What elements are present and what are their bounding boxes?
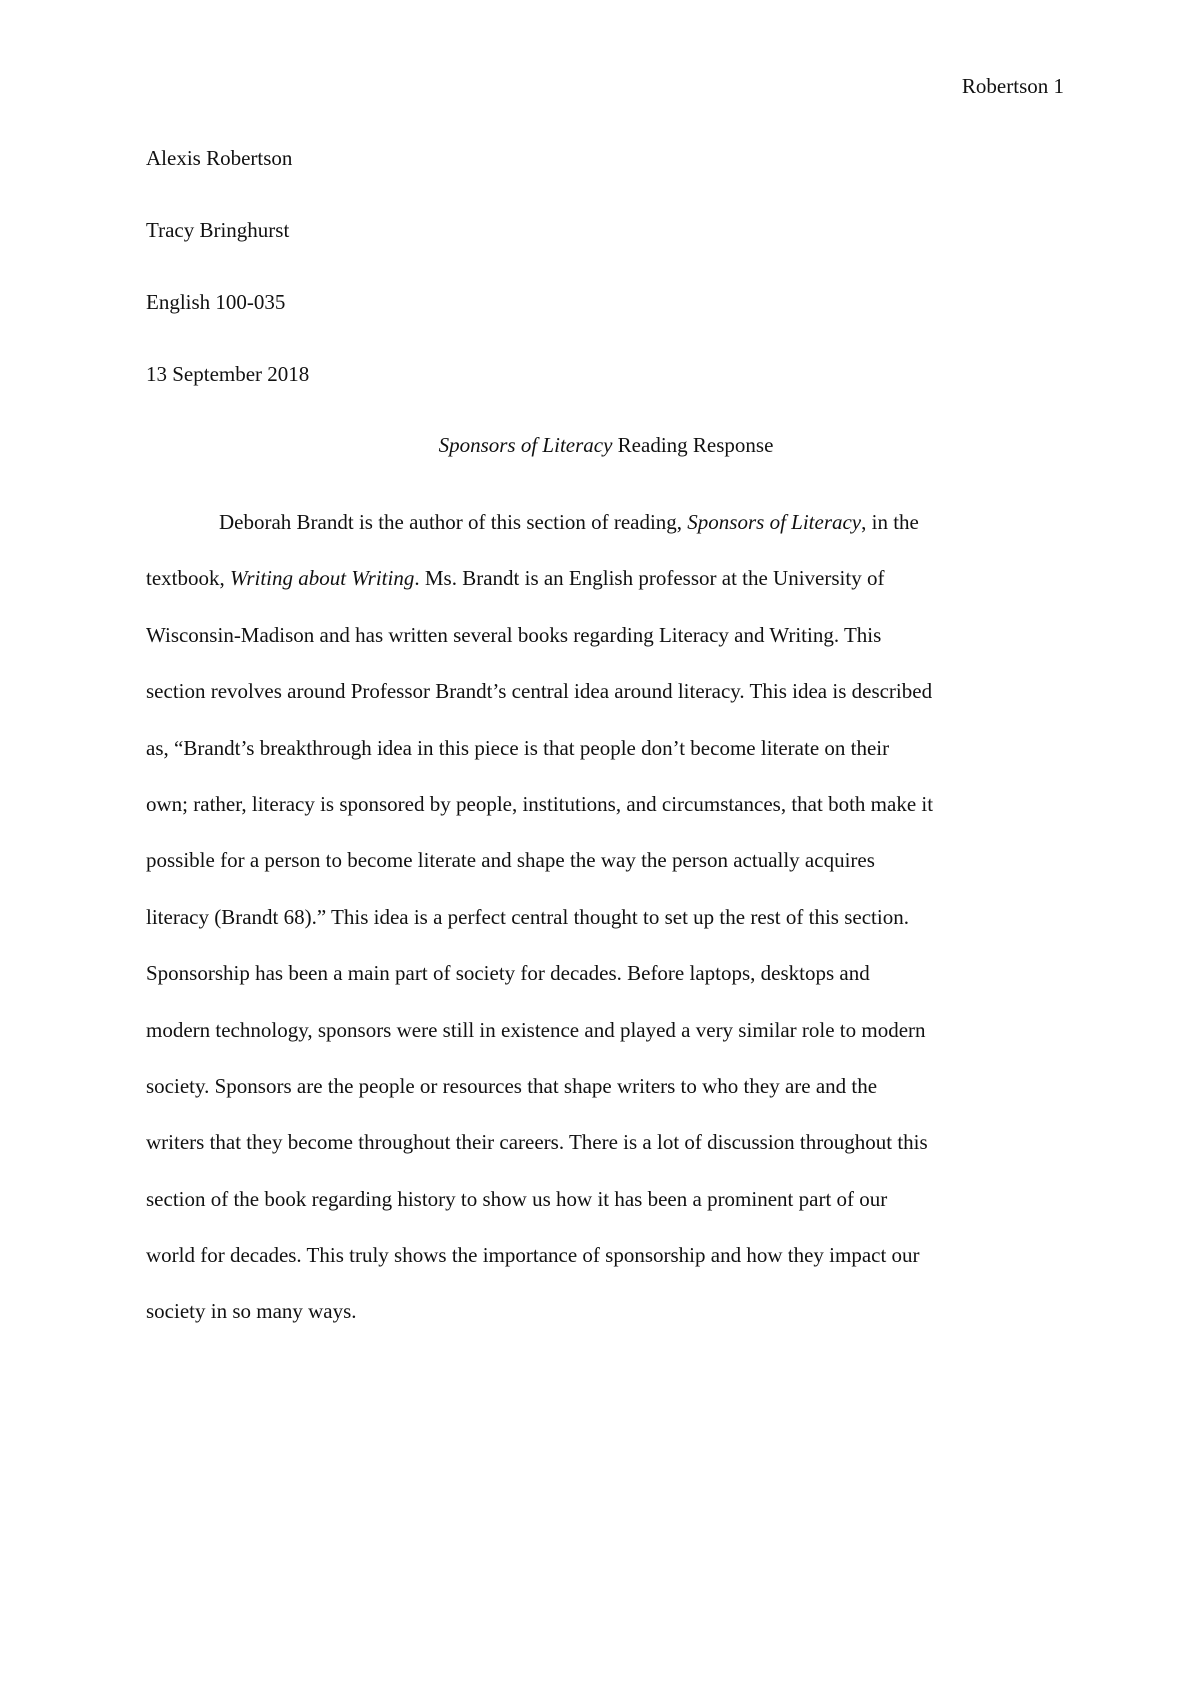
body-line: world for decades. This truly shows the importance of sponsorship and how they impact our — [146, 1243, 920, 1268]
body-line — [146, 507, 1066, 563]
student-name: Alexis Robertson — [146, 146, 293, 170]
mla-heading — [146, 143, 1066, 431]
title-italic-part: Sponsors of Literacy — [438, 433, 613, 457]
body-line: Wisconsin-Madison and has written several books regarding Literacy and Writing. This — [146, 622, 882, 647]
body-line: society in so many ways. — [146, 1299, 357, 1324]
body-line: modern technology, sponsors were still in existence and played a very similar role to modern — [146, 1017, 926, 1042]
body-line: own; rather, literacy is sponsored by people, institutions, and circumstances, that both make it — [146, 791, 934, 816]
body-paragraph — [146, 507, 1066, 1353]
body-text: , in the — [861, 510, 919, 534]
body-text: textbook, — [146, 566, 230, 591]
running-head: Robertson 1 — [961, 74, 1064, 98]
body-line: section revolves around Professor Brandt’s central idea around literacy. This idea is described — [146, 679, 933, 704]
date: 13 September 2018 — [146, 362, 310, 386]
body-line: as, “Brandt’s breakthrough idea in this piece is that people don’t become literate on their — [146, 735, 890, 760]
body-line: literacy (Brandt 68).” This idea is a perfect central thought to set up the rest of this section. — [146, 904, 909, 929]
essay-title — [146, 430, 1066, 460]
title-rest: Reading Response — [612, 433, 774, 457]
body-text: Deborah Brandt is the author of this section of reading, — [219, 510, 688, 534]
body-italic-text: Sponsors of Literacy — [687, 510, 862, 534]
body-line: Sponsorship has been a main part of society for decades. Before laptops, desktops and — [146, 961, 870, 986]
body-line: section of the book regarding history to show us how it has been a prominent part of our — [146, 1186, 888, 1211]
body-line: writers that they become throughout their careers. There is a lot of discussion throughout this — [146, 1130, 928, 1155]
instructor-name: Tracy Bringhurst — [146, 218, 290, 242]
course-name: English 100-035 — [146, 290, 286, 314]
body-line: possible for a person to become literate and shape the way the person actually acquires — [146, 848, 875, 873]
body-line — [146, 563, 1066, 619]
body-italic-text: Writing about Writing — [230, 566, 415, 591]
body-text: . Ms. Brandt is an English professor at the University of — [414, 566, 885, 591]
body-line: society. Sponsors are the people or resources that shape writers to who they are and the — [146, 1073, 878, 1098]
